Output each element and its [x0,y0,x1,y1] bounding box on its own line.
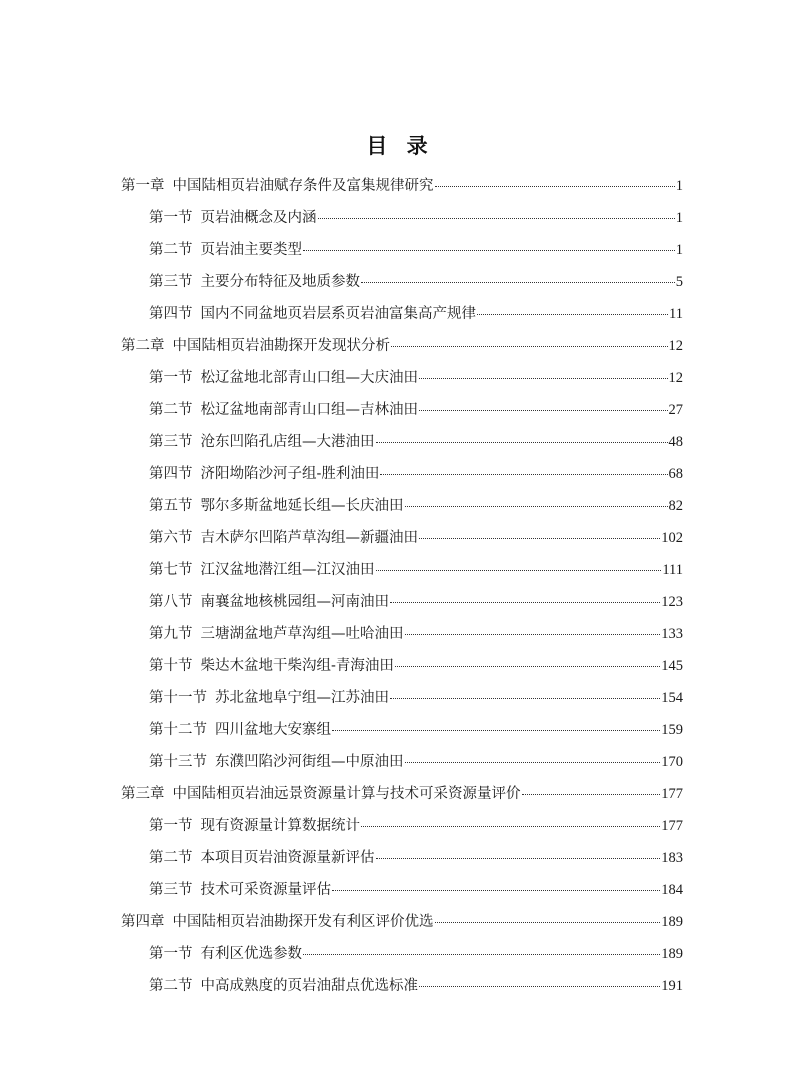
toc-chapter-entry[interactable] [121,330,683,362]
toc-entry-title: 中国陆相页岩油勘探开发有利区评价优选 [172,914,434,930]
toc-entry-label [149,490,404,522]
toc-entry-title: 中高成熟度的页岩油甜点优选标准 [200,978,418,994]
toc-entry-number: 第四章 [121,914,165,930]
toc-section-entry[interactable] [121,554,683,586]
toc-entry-title: 主要分布特征及地质参数 [200,274,360,290]
toc-page-number: 27 [668,402,683,418]
toc-entry-title: 苏北盆地阜宁组—江苏油田 [215,690,389,706]
toc-entry-title: 松辽盆地北部青山口组—大庆油田 [200,370,418,386]
toc-page-number: 11 [669,306,683,322]
toc-entry-number: 第二章 [121,338,165,354]
toc-entry-label [149,842,375,874]
toc-entry-number: 第六节 [149,530,193,546]
toc-entry-title: 柴达木盆地干柴沟组-青海油田 [200,658,394,674]
toc-section-entry[interactable] [121,874,683,906]
toc-entry-number: 第二节 [149,402,193,418]
toc-entry-label [149,458,379,490]
toc-chapter-entry[interactable] [121,778,683,810]
dot-leader [405,506,668,507]
toc-section-entry[interactable] [121,266,683,298]
toc-page-number: 177 [661,786,683,802]
dot-leader [419,410,668,411]
toc-entry-title: 济阳坳陷沙河子组-胜利油田 [200,466,380,482]
toc-page-number: 12 [668,338,683,354]
toc-entry-label [149,202,317,234]
toc-entry-title: 中国陆相页岩油远景资源量计算与技术可采资源量评价 [172,786,521,802]
dot-leader [522,794,661,795]
dot-leader [435,922,661,923]
toc-entry-title: 沧东凹陷孔店组—大港油田 [200,434,375,450]
toc-entry-label [149,298,476,330]
dot-leader [361,826,660,827]
toc-entry-number: 第十节 [149,658,193,674]
toc-entry-number: 第四节 [149,306,193,322]
toc-section-entry[interactable] [121,394,683,426]
toc-entry-number: 第十三节 [149,754,207,770]
dot-leader [376,858,661,859]
toc-section-entry[interactable] [121,298,683,330]
toc-entry-number: 第一节 [149,946,193,962]
dot-leader [332,730,660,731]
dot-leader [477,314,668,315]
toc-page-number: 102 [661,530,683,546]
dot-leader [376,442,668,443]
toc-page-number: 159 [661,722,683,738]
toc-chapter-entry[interactable] [121,906,683,938]
toc-entry-label [149,810,360,842]
toc-entry-title: 有利区优选参数 [200,946,302,962]
toc-page-number: 191 [661,978,683,994]
dot-leader [318,218,675,219]
toc-section-entry[interactable] [121,682,683,714]
dot-leader [405,762,661,763]
toc-section-entry[interactable] [121,842,683,874]
dot-leader [303,250,675,251]
toc-entry-number: 第四节 [149,466,193,482]
toc-entry-label [149,970,418,1002]
toc-page-number: 123 [661,594,683,610]
toc-entry-number: 第三节 [149,274,193,290]
dot-leader [380,474,667,475]
toc-entry-title: 现有资源量计算数据统计 [200,818,360,834]
toc-entry-number: 第一节 [149,370,193,386]
toc-entry-label [121,778,521,810]
toc-entry-title: 技术可采资源量评估 [200,882,331,898]
toc-entry-label [121,330,390,362]
toc-entry-title: 国内不同盆地页岩层系页岩油富集高产规律 [200,306,476,322]
toc-entry-number: 第十二节 [149,722,207,738]
toc-section-entry[interactable] [121,458,683,490]
toc-page-number: 82 [668,498,683,514]
toc-entry-number: 第五节 [149,498,193,514]
toc-page-number: 12 [668,370,683,386]
toc-entry-label [149,650,394,682]
dot-leader [419,538,660,539]
toc-entry-label [149,426,375,458]
toc-page-number: 5 [675,274,683,290]
toc-page-number: 1 [675,178,683,194]
toc-entry-number: 第八节 [149,594,193,610]
toc-entry-title: 四川盆地大安寨组 [215,722,331,738]
toc-entry-title: 中国陆相页岩油勘探开发现状分析 [172,338,390,354]
toc-entry-number: 第二节 [149,978,193,994]
toc-page-number: 189 [661,946,683,962]
toc-entry-title: 松辽盆地南部青山口组—吉林油田 [200,402,418,418]
toc-page-number: 68 [668,466,683,482]
toc-page-number: 177 [661,818,683,834]
toc-page-number: 48 [668,434,683,450]
toc-entry-number: 第七节 [149,562,193,578]
page-title: 目 录 [366,134,434,158]
toc-section-entry[interactable] [121,746,683,778]
dot-leader [391,346,668,347]
toc-section-entry[interactable] [121,810,683,842]
toc-entry-number: 第一节 [149,818,193,834]
dot-leader [390,698,660,699]
toc-entry-label [121,170,434,202]
dot-leader [376,570,662,571]
dot-leader [303,954,660,955]
toc-entry-label [149,874,331,906]
dot-leader [419,378,668,379]
toc-entry-label [149,234,302,266]
toc-entry-label [149,746,404,778]
toc-entry-title: 东濮凹陷沙河街组—中原油田 [215,754,404,770]
dot-leader [435,186,675,187]
toc-entry-title: 中国陆相页岩油赋存条件及富集规律研究 [172,178,434,194]
toc-page-number: 111 [662,562,683,578]
toc-section-entry[interactable] [121,650,683,682]
toc-page-number: 1 [675,210,683,226]
toc-entry-number: 第二节 [149,850,193,866]
toc-section-entry[interactable] [121,202,683,234]
toc-page-number: 183 [661,850,683,866]
toc-entry-label [121,906,434,938]
toc-page-number: 170 [661,754,683,770]
toc-entry-title: 江汉盆地潜江组—江汉油田 [200,562,375,578]
toc-page-number: 189 [661,914,683,930]
toc-entry-label [149,522,418,554]
dot-leader [390,602,660,603]
toc-entry-number: 第三节 [149,882,193,898]
toc-page-number: 184 [661,882,683,898]
dot-leader [405,634,661,635]
toc-section-entry[interactable] [121,586,683,618]
toc-page-number: 154 [661,690,683,706]
dot-leader [395,666,660,667]
toc-chapter-entry[interactable] [121,170,683,202]
dot-leader [332,890,660,891]
toc-entry-title: 页岩油概念及内涵 [200,210,317,226]
toc-section-entry[interactable] [121,490,683,522]
toc-entry-label [149,682,389,714]
toc-entry-label [149,714,331,746]
toc-entry-number: 第一节 [149,210,193,226]
toc-entry-label [149,554,375,586]
toc-entry-title: 三塘湖盆地芦草沟组—吐哈油田 [200,626,404,642]
toc-entry-title: 页岩油主要类型 [200,242,302,258]
toc-entry-label [149,362,418,394]
toc-section-entry[interactable] [121,714,683,746]
toc-entry-title: 本项目页岩油资源量新评估 [200,850,375,866]
toc-entry-number: 第九节 [149,626,193,642]
toc-page-number: 145 [661,658,683,674]
dot-leader [361,282,675,283]
toc-section-entry[interactable] [121,938,683,970]
toc-entry-number: 第二节 [149,242,193,258]
toc-entry-label [149,938,302,970]
toc-entry-label [149,266,360,298]
toc-entry-title: 鄂尔多斯盆地延长组—长庆油田 [200,498,404,514]
dot-leader [419,986,660,987]
toc-entry-number: 第三节 [149,434,193,450]
toc-section-entry[interactable] [121,970,683,1002]
toc-entry-label [149,394,418,426]
toc-page-number: 1 [675,242,683,258]
toc-section-entry[interactable] [121,362,683,394]
toc-entry-number: 第十一节 [149,690,207,706]
toc-entry-title: 南襄盆地核桃园组—河南油田 [200,594,389,610]
toc-page-number: 133 [661,626,683,642]
toc-section-entry[interactable] [121,522,683,554]
toc-section-entry[interactable] [121,426,683,458]
toc-section-entry[interactable] [121,618,683,650]
toc-entry-number: 第一章 [121,178,165,194]
table-of-contents [121,170,683,1002]
toc-entry-label [149,618,404,650]
toc-section-entry[interactable] [121,234,683,266]
toc-entry-title: 吉木萨尔凹陷芦草沟组—新疆油田 [200,530,418,546]
toc-entry-number: 第三章 [121,786,165,802]
toc-entry-label [149,586,389,618]
